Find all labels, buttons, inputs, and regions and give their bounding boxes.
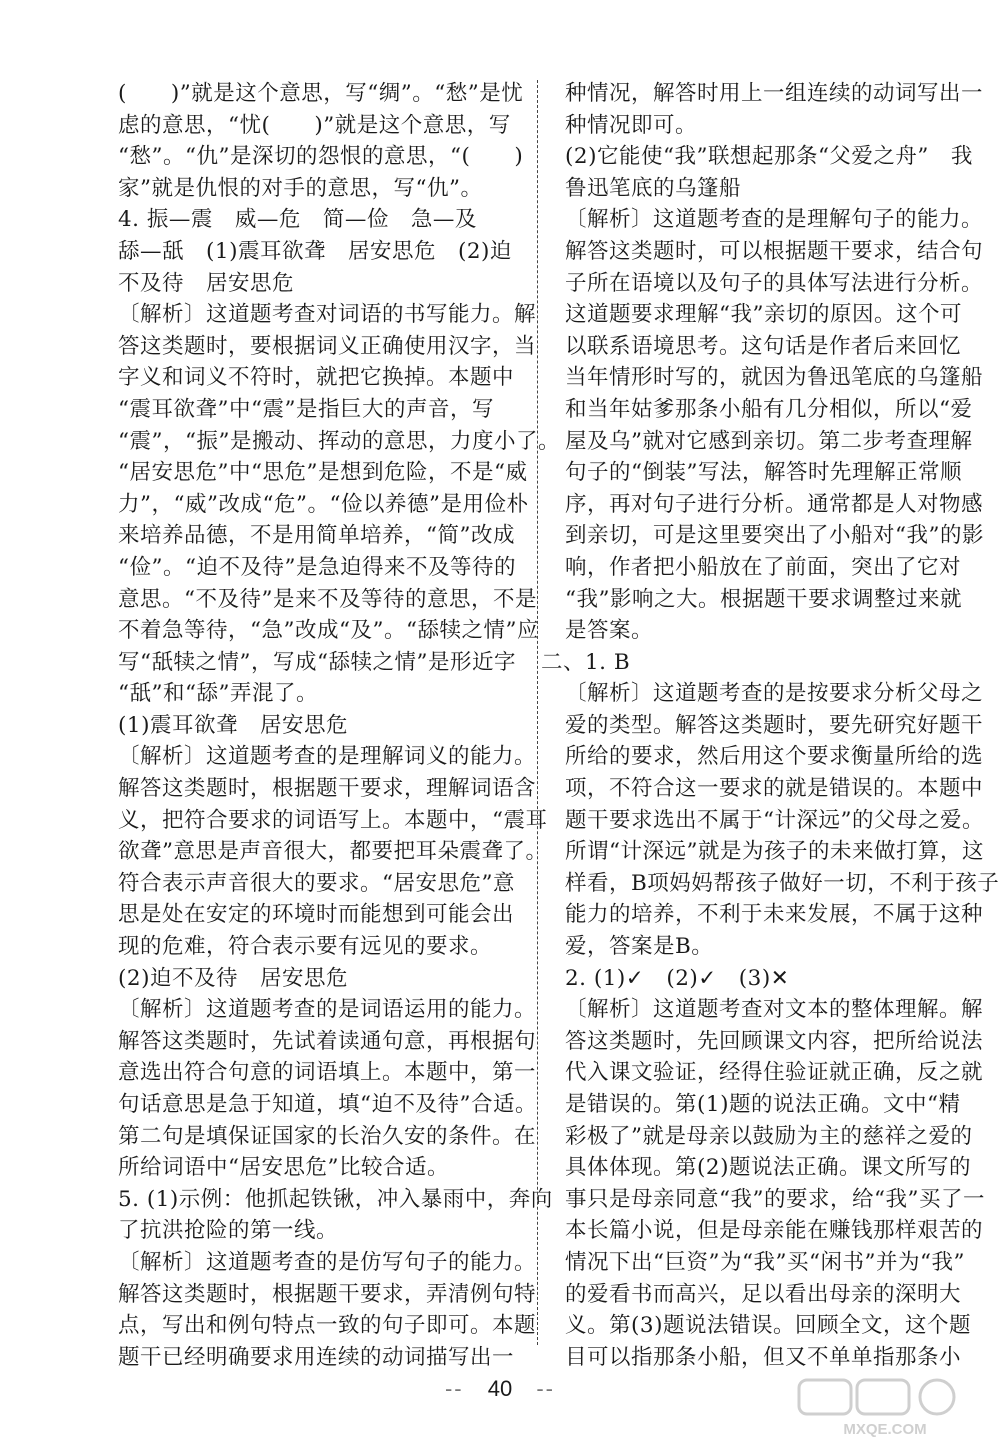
text-line: 〔解析〕这道题考查的是仿写句子的能力。 <box>118 1249 537 1275</box>
footer-dash-left: -- <box>444 1376 464 1401</box>
text-line: 意思。“不及待”是来不及等待的意思，不是 <box>118 586 537 612</box>
text-line: 〔解析〕这道题考查的是按要求分析父母之 <box>565 681 984 707</box>
text-line: 种情况即可。 <box>565 112 698 138</box>
text-line: 解答这类题时，根据题干要求，理解词语含 <box>118 776 537 802</box>
text-line: 爱的类型。解答这类题时，要先研究好题干 <box>565 712 984 738</box>
text-line: 现的危难，符合表示要有远见的要求。 <box>118 934 493 960</box>
text-line: 种情况，解答时用上一组连续的动词写出一 <box>565 81 984 106</box>
text-line: “愁”。“仇”是深切的怨恨的意思，“( ) <box>118 144 524 170</box>
text-line: 解答这类题时，可以根据题干要求，结合句 <box>565 238 984 264</box>
text-line: 舔—舐 (1)震耳欲聋 居安思危 (2)迫 <box>118 238 512 264</box>
text-line: 序，再对句子进行分析。通常都是人对物感 <box>565 491 984 517</box>
text-line: 解答这类题时，根据题干要求，弄清例句特 <box>118 1281 537 1307</box>
text-line: “震”，“振”是搬动、挥动的意思，力度小了。 <box>118 428 560 454</box>
text-line: 爱，答案是B。 <box>565 934 714 960</box>
text-line: (2)它能使“我”联想起那条“父爱之舟” 我 <box>565 144 973 170</box>
watermark-logo <box>797 1378 972 1438</box>
text-line: 当年情形时写的，就因为鲁迅笔底的乌篷船 <box>565 365 984 391</box>
text-line: 欲聋”意思是声音很大，都要把耳朵震聋了。 <box>118 839 548 865</box>
text-line: 样看，B项妈妈帮孩子做好一切，不利于孩子 <box>565 870 1000 896</box>
text-line: 的爱看书而高兴，足以看出母亲的深明大 <box>565 1281 962 1307</box>
text-line: 事只是母亲同意“我”的要求，给“我”买了一 <box>565 1186 985 1212</box>
text-line: 子所在语境以及句子的具体写法进行分析。 <box>565 270 984 296</box>
watermark-url: MXQE.COM <box>843 1421 927 1438</box>
page-number: 40 <box>487 1376 513 1401</box>
footer-dash-right: -- <box>536 1376 556 1401</box>
text-line: 意选出符合句意的词语填上。本题中，第一 <box>118 1060 537 1086</box>
text-line: 屋及乌”就对它感到亲切。第二步考查理解 <box>565 428 973 454</box>
text-line: 能力的培养，不利于未来发展，不属于这种 <box>565 902 984 928</box>
text-line: 到亲切，可是这里要突出了小船对“我”的影 <box>565 523 984 549</box>
text-line: 点，写出和例句特点一致的句子即可。本题 <box>118 1313 537 1339</box>
left-column <box>118 78 560 1373</box>
text-line: 家”就是仇恨的对手的意思，写“仇”。 <box>118 175 483 201</box>
text-line: 鲁迅笔底的乌篷船 <box>565 175 742 201</box>
text-line: 〔解析〕这道题考查的是理解词义的能力。 <box>118 744 537 770</box>
text-line: 句子的“倒装”写法，解答时先理解正常顺 <box>565 460 962 486</box>
text-line: 彩极了”就是母亲以鼓励为主的慈祥之爱的 <box>565 1123 973 1149</box>
text-line: 和当年姑爹那条小船有几分相似，所以“爱 <box>565 396 973 422</box>
text-line: 不及待 居安思危 <box>118 270 295 296</box>
column-divider <box>537 80 538 1345</box>
text-line: “舐”和“舔”弄混了。 <box>118 681 318 707</box>
text-line: 了抗洪抢险的第一线。 <box>118 1218 339 1244</box>
text-line: 这道题要求理解“我”亲切的原因。这个可 <box>565 302 962 328</box>
text-line: 〔解析〕这道题考查的是理解句子的能力。 <box>565 207 984 233</box>
text-line: 答这类题时，要根据词义正确使用汉字，当 <box>118 333 537 359</box>
text-line: 所给的要求，然后用这个要求衡量所给的选 <box>565 744 984 770</box>
text-line: (2)迫不及待 居安思危 <box>118 965 348 991</box>
text-line: 解答这类题时，先试着读通句意，再根据句 <box>118 1028 537 1054</box>
text-line: 不着急等待，“急”改成“及”。“舔犊之情”应 <box>118 618 539 644</box>
text-line: 〔解析〕这道题考查对词语的书写能力。解 <box>118 302 537 328</box>
text-line: 项，不符合这一要求的就是错误的。本题中 <box>565 776 984 802</box>
text-line: “俭”。“迫不及待”是急迫得来不及等待的 <box>118 554 516 580</box>
text-line: 字义和词义不符时，就把它换掉。本题中 <box>118 365 515 391</box>
text-line: 符合表示声音很大的要求。“居安思危”意 <box>118 870 515 896</box>
text-line: 义。第(3)题说法错误。回顾全文，这个题 <box>565 1313 971 1339</box>
text-line: 2. (1)✓ (2)✓ (3)✕ <box>565 965 790 991</box>
text-line: 目可以指那条小船，但又不单单指那条小 <box>565 1344 962 1370</box>
text-line: (1)震耳欲聋 居安思危 <box>118 712 348 738</box>
text-line: 是错误的。第(1)题的说法正确。文中“精 <box>565 1092 961 1117</box>
text-line: 代入课文验证，经得住验证就正确，反之就 <box>565 1060 984 1086</box>
text-line: 虑的意思，“忧( )”就是这个意思，写 <box>118 112 511 138</box>
text-line: ( )”就是这个意思，写“绸”。“愁”是忧 <box>118 81 524 106</box>
text-line: 思是处在安定的环境时而能想到可能会出 <box>118 902 515 928</box>
text-line: “震耳欲聋”中“震”是指巨大的声音，写 <box>118 396 494 422</box>
text-line: 4. 振—震 威—危 简—俭 急—及 <box>118 207 477 233</box>
text-line: 5. (1)示例：他抓起铁锹，冲入暴雨中，奔向 <box>118 1186 553 1212</box>
text-line: 来培养品德，不是用简单培养，“简”改成 <box>118 523 515 549</box>
text-line: 情况下出“巨资”为“我”买“闲书”并为“我” <box>565 1249 965 1275</box>
text-line: 所谓“计深远”就是为孩子的未来做打算，这 <box>565 839 984 865</box>
text-line: 题干已经明确要求用连续的动词描写出一 <box>118 1344 515 1370</box>
right-column <box>541 78 1000 1373</box>
text-line: 具体体现。第(2)题说法正确。课文所写的 <box>565 1155 971 1181</box>
text-line: 响，作者把小船放在了前面，突出了它对 <box>565 554 962 580</box>
text-line: 第二句是填保证国家的长治久安的条件。在 <box>118 1123 537 1149</box>
text-line: 句话意思是急于知道，填“迫不及待”合适。 <box>118 1092 537 1117</box>
text-line: 二、1. B <box>541 649 631 675</box>
text-line: 〔解析〕这道题考查对文本的整体理解。解 <box>565 997 984 1023</box>
text-line: 义，把符合要求的词语写上。本题中，“震耳 <box>118 807 548 833</box>
text-line: 本长篇小说，但是母亲能在赚钱那样艰苦的 <box>565 1218 984 1244</box>
text-line: 所给词语中“居安思危”比较合适。 <box>118 1155 449 1181</box>
text-line: “居安思危”中“思危”是想到危险，不是“威 <box>118 460 528 486</box>
text-line: 是答案。 <box>565 618 654 644</box>
text-line: 以联系语境思考。这句话是作者后来回忆 <box>565 333 962 359</box>
text-line: 力”，“威”改成“危”。“俭以养德”是用俭朴 <box>118 491 529 517</box>
text-line: 写“舐犊之情”，写成“舔犊之情”是形近字 <box>118 649 516 675</box>
text-line: 〔解析〕这道题考查的是词语运用的能力。 <box>118 997 537 1023</box>
text-line: “我”影响之大。根据题干要求调整过来就 <box>565 586 962 612</box>
text-line: 答这类题时，先回顾课文内容，把所给说法 <box>565 1028 984 1054</box>
text-line: 题干要求选出不属于“计深远”的父母之爱。 <box>565 807 984 833</box>
